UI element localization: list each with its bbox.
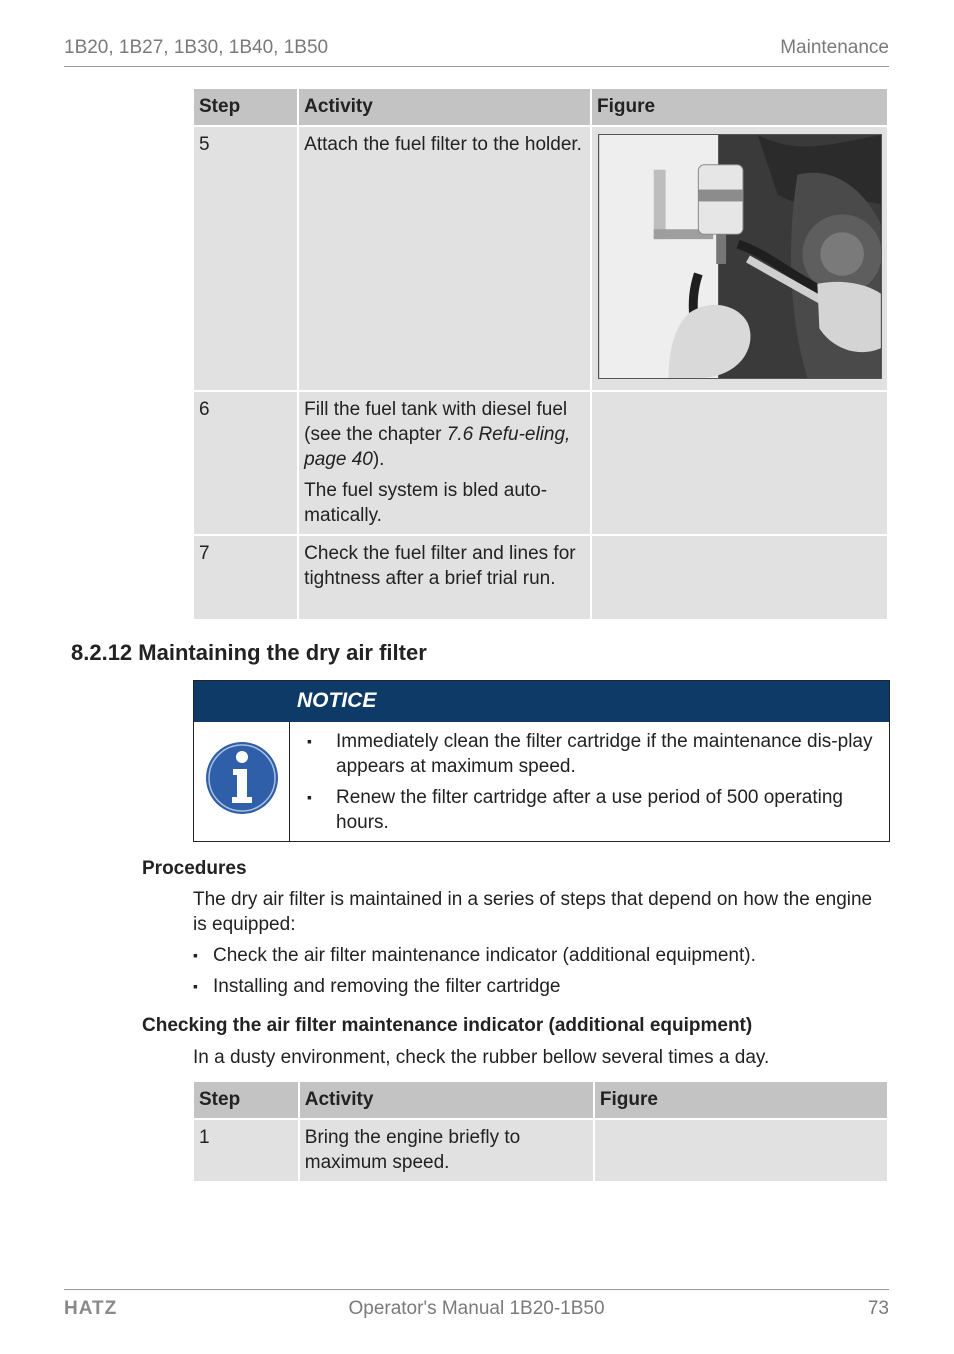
step-figure (592, 392, 887, 534)
chapter-reference[interactable]: 7.6 Refu-eling, page 40 (304, 424, 571, 470)
fuel-filter-photo (598, 134, 882, 379)
header-section: Maintenance (780, 37, 889, 58)
step-number: 6 (194, 392, 297, 534)
manual-title: Operator's Manual 1B20-1B50 (348, 1298, 605, 1319)
col-header-figure: Figure (592, 89, 887, 125)
activity-text: Fill the fuel tank with diesel fuel (see the chapter (304, 399, 568, 445)
col-header-step: Step (194, 1082, 298, 1118)
table-header-row (194, 89, 887, 125)
section-number: 8.2.12 (71, 640, 133, 665)
procedures-list (193, 943, 883, 1005)
section-title (71, 640, 427, 666)
step-number: 5 (194, 127, 297, 390)
table-row (194, 127, 887, 390)
page-footer (64, 1289, 889, 1323)
list-item: ▪ Installing and removing the filter cartridge (193, 974, 883, 999)
activity-note: The fuel system is bled auto-matically. (304, 480, 548, 526)
step-activity: Check the fuel filter and lines for tightness after a brief trial run. (299, 536, 590, 619)
step-number: 1 (194, 1120, 298, 1181)
notice-icon-cell (194, 722, 290, 841)
col-header-activity: Activity (300, 1082, 593, 1118)
step-figure (592, 127, 887, 390)
col-header-figure: Figure (595, 1082, 887, 1118)
brand-logo: HATZ (64, 1298, 118, 1319)
header-models: 1B20, 1B27, 1B30, 1B40, 1B50 (64, 37, 329, 58)
info-icon (204, 740, 280, 816)
section-heading: Maintaining the dry air filter (138, 640, 427, 665)
table-row (194, 392, 887, 534)
step-activity (299, 392, 590, 534)
step-number: 7 (194, 536, 297, 619)
activity-text: ). (372, 449, 385, 470)
notice-item: ▪ Renew the filter cartridge after a use period of 500 operating hours. (307, 785, 883, 835)
table-row (194, 1120, 887, 1181)
table-row (194, 536, 887, 619)
notice-box (193, 680, 890, 842)
col-header-step: Step (194, 89, 297, 125)
steps-table-air-filter (192, 1080, 889, 1183)
step-figure (595, 1120, 887, 1181)
list-item: ▪ Check the air filter maintenance indicator (additional equipment). (193, 943, 883, 968)
page-number: 73 (867, 1298, 889, 1319)
step-activity: Bring the engine briefly to maximum speed. (300, 1120, 593, 1181)
checking-heading: Checking the air filter maintenance indicator (additional equipment) (142, 1015, 753, 1036)
procedures-intro: The dry air filter is maintained in a series of steps that depend on how the engine is equipped: (193, 889, 873, 935)
col-header-activity: Activity (299, 89, 590, 125)
page-header (64, 37, 889, 67)
step-activity: Attach the fuel filter to the holder. (299, 127, 590, 390)
checking-text: In a dusty environment, check the rubber bellow several times a day. (193, 1047, 770, 1068)
notice-title: NOTICE (297, 689, 377, 712)
table-header-row (194, 1082, 887, 1118)
notice-list (307, 729, 883, 841)
steps-table-fuel (192, 87, 889, 621)
notice-item: ▪ Immediately clean the filter cartridge if the maintenance dis-play appears at maximum speed. (307, 729, 883, 779)
step-figure (592, 536, 887, 619)
procedures-heading: Procedures (142, 858, 247, 879)
notice-header (194, 681, 889, 722)
